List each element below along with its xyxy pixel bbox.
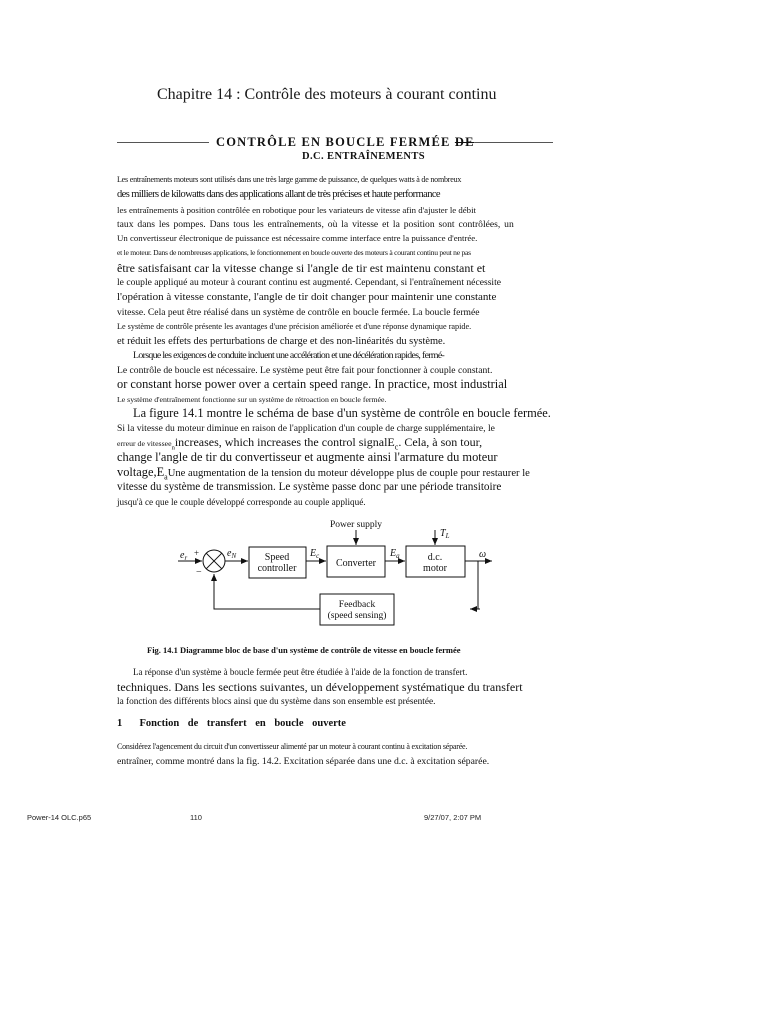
minus-sign: − [196,567,202,578]
footer-date: 9/27/07, 2:07 PM [424,813,482,822]
section-title [216,135,475,150]
footer-page: 110 [190,813,202,822]
after-line-1: La réponse d'un système à boucle fermée peut être étudiée à l'aide de la fonction de transfert. [133,667,468,677]
body-line-17: La figure 14.1 montre le schéma de base d'un système de contrôle en boucle fermée. [133,406,551,420]
motor-label-1: d.c. [427,552,443,563]
section-title-struck: DE [454,135,475,149]
increases-text: increases, which increases the control signal [174,435,388,449]
body-line-3: les entraînements à position contrôlée en robotique pour les variateurs de vitesse afin d'ajuster le débit [117,205,476,215]
body-line-7: être satisfaisant car la vitesse change si l'angle de tir est maintenu constant et [117,261,486,275]
subsection-heading [117,718,346,729]
body-line-9: l'opération à vitesse constante, l'angle de tir doit changer pour maintenir une constante [117,291,497,303]
feedback-label-1: Feedback [338,600,376,610]
final-line-2: entraîner, comme montré dans la fig. 14.2. Excitation séparée dans une d.c. à excitation séparée. [117,756,490,767]
power-supply-label: Power supply [330,520,382,530]
title-rule-right [475,142,553,143]
chapter-title: Chapitre 14 : Contrôle des moteurs à courant continu [157,86,497,103]
ea-symbol: E [156,465,165,479]
body-line-23: jusqu'à ce que le couple développé corresponde au couple appliqué. [117,497,366,507]
subsection-number: 1 [117,718,123,729]
footer-file: Power-14 OLC.p65 [27,813,92,822]
ec-label: $E_c$ [310,548,320,560]
en-subscript: n [171,444,175,452]
ec-symbol: E [387,435,395,449]
feedback-path-left [214,574,320,609]
figure-caption: Fig. 14.1 Diagramme bloc de base d'un système de contrôle de vitesse en boucle fermée [147,645,461,655]
after-line-2: techniques. Dans les sections suivantes, un développement systématique du transfert [117,680,523,694]
section-title-main: CONTRÔLE EN BOUCLE FERMÉE [216,135,455,149]
load-torque-label: $T_L$ [440,528,450,540]
subsection-title: Fonction de transfert en boucle ouverte [139,718,346,729]
body-line-18: Si la vitesse du moteur diminue en raison de l'application d'un couple de charge supplémentaire, le [117,423,495,434]
body-line-15: or constant horse power over a certain speed range. In practice, most industrial [117,377,508,391]
title-rule-left [117,142,209,143]
body-line-14: Le contrôle de boucle est nécessaire. Le système peut être fait pour fonctionner à couple constant. [117,365,493,376]
error-label: $e_N$ [227,548,237,560]
body-line-11: Le système de contrôle présente les avantages d'une précision améliorée et d'une réponse dynamique rapide. [117,322,472,331]
body-line-12: et réduit les effets des perturbations de charge et des non-linéarités du système. [117,336,446,347]
ea-subscript: a [164,472,168,482]
body-line-1: Les entraînements moteurs sont utilisés dans une très large gamme de puissance, de quelques watts à de nombreux [117,175,462,184]
body-line-20: change l'angle de tir du convertisseur et augmente ainsi l'armature du moteur [117,450,498,464]
converter-label: Converter [336,558,376,569]
body-line-2: des milliers de kilowatts dans des applications allant de très précises et haute performance [117,189,440,200]
cela-text: . Cela, à son tour, [398,435,483,449]
block-diagram [170,512,500,634]
motor-label-2: motor [423,563,447,574]
feedback-path-right [470,561,478,609]
after-line-3: la fonction des différents blocs ainsi que du système dans son ensemble est présentée. [117,697,436,707]
input-label: $e_r$ [180,550,188,562]
ec-subscript: c [394,442,399,452]
section-subtitle: D.C. ENTRAÎNEMENTS [302,151,426,162]
output-label: ω [479,549,487,560]
feedback-label-2: (speed sensing) [327,611,387,621]
body-line-8: le couple appliqué au moteur à courant continu est augmenté. Cependant, si l'entraînement nécessite [117,277,502,288]
speed-controller-label-2: controller [257,563,297,574]
plus-sign: + [194,548,200,558]
en-symbol: e [168,439,172,448]
augmentation-text: Une augmentation de la tension du moteur développe plus de couple pour restaurer le [167,468,530,479]
body-line-10: vitesse. Cela peut être réalisé dans un système de contrôle en boucle fermée. La boucle fermée [117,307,480,318]
voltage-text: voltage, [117,465,157,479]
body-line-13: Lorsque les exigences de conduite incluent une accélération et une décélération rapides, fermé- [133,350,445,361]
body-line-16: Le système d'entraînement fonctionne sur un système de rétroaction en boucle fermée. [117,395,387,404]
speed-error-text: erreur de vitesse [117,439,169,448]
ea-label: $E_a$ [390,548,400,560]
body-line-5: Un convertisseur électronique de puissance est nécessaire comme interface entre la puissance d'entrée. [117,233,478,243]
final-line-1: Considérez l'agencement du circuit d'un convertisseur alimenté par un moteur à courant continu à excitation séparée. [117,742,468,751]
body-line-6: et le moteur. Dans de nombreuses applications, le fonctionnement en boucle ouverte des moteurs à courant continu peut ne pas [117,248,471,257]
speed-controller-label-1: Speed [264,552,290,563]
body-line-4: taux dans les pompes. Dans tous les entraînements, où la vitesse et la position sont contrôlées, un [117,219,514,230]
body-line-22: vitesse du système de transmission. Le système passe donc par une période transitoire [117,481,502,493]
